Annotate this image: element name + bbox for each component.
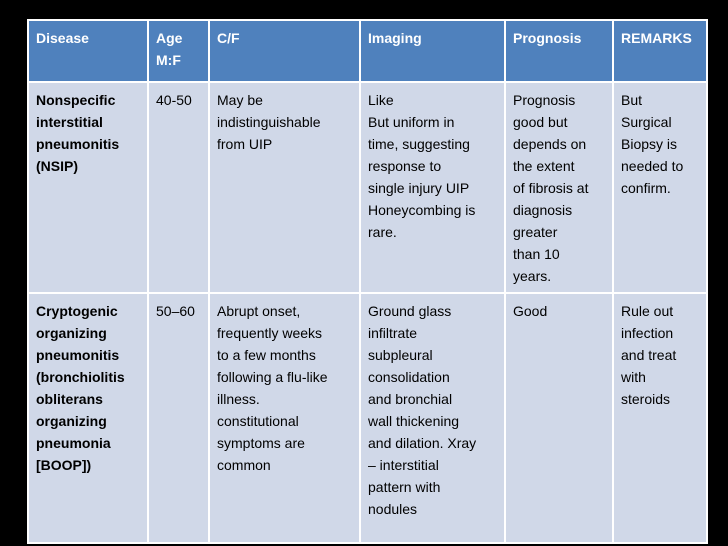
header-remarks: REMARKS (613, 20, 707, 82)
header-age: Age M:F (148, 20, 209, 82)
header-cf: C/F (209, 20, 360, 82)
table-row (28, 82, 707, 293)
cell-age: 50–60 (148, 293, 209, 543)
header-disease: Disease (28, 20, 148, 82)
cell-age: 40-50 (148, 82, 209, 293)
cell-remarks: Rule out infection and treat with steroids (613, 293, 707, 543)
cell-cf: Abrupt onset, frequently weeks to a few months following a flu-like illness. constitutional symptoms are common (209, 293, 360, 543)
cell-prognosis: Good (505, 293, 613, 543)
table-row (28, 293, 707, 543)
cell-remarks: But Surgical Biopsy is needed to confirm. (613, 82, 707, 293)
cell-imaging: Ground glass infiltrate subpleural consolidation and bronchial wall thickening and dilation. Xray – interstitial pattern with nodules (360, 293, 505, 543)
header-row (28, 20, 707, 82)
cell-prognosis: Prognosis good but depends on the extent of fibrosis at diagnosis greater than 10 years. (505, 82, 613, 293)
cell-disease: Nonspecific interstitial pneumonitis (NSIP) (28, 82, 148, 293)
header-imaging: Imaging (360, 20, 505, 82)
disease-table (27, 19, 708, 544)
cell-disease: Cryptogenic organizing pneumonitis (bronchiolitis obliterans organizing pneumonia [BOOP]) (28, 293, 148, 543)
cell-cf: May be indistinguishable from UIP (209, 82, 360, 293)
header-prognosis: Prognosis (505, 20, 613, 82)
cell-imaging: Like But uniform in time, suggesting response to single injury UIP Honeycombing is rare. (360, 82, 505, 293)
